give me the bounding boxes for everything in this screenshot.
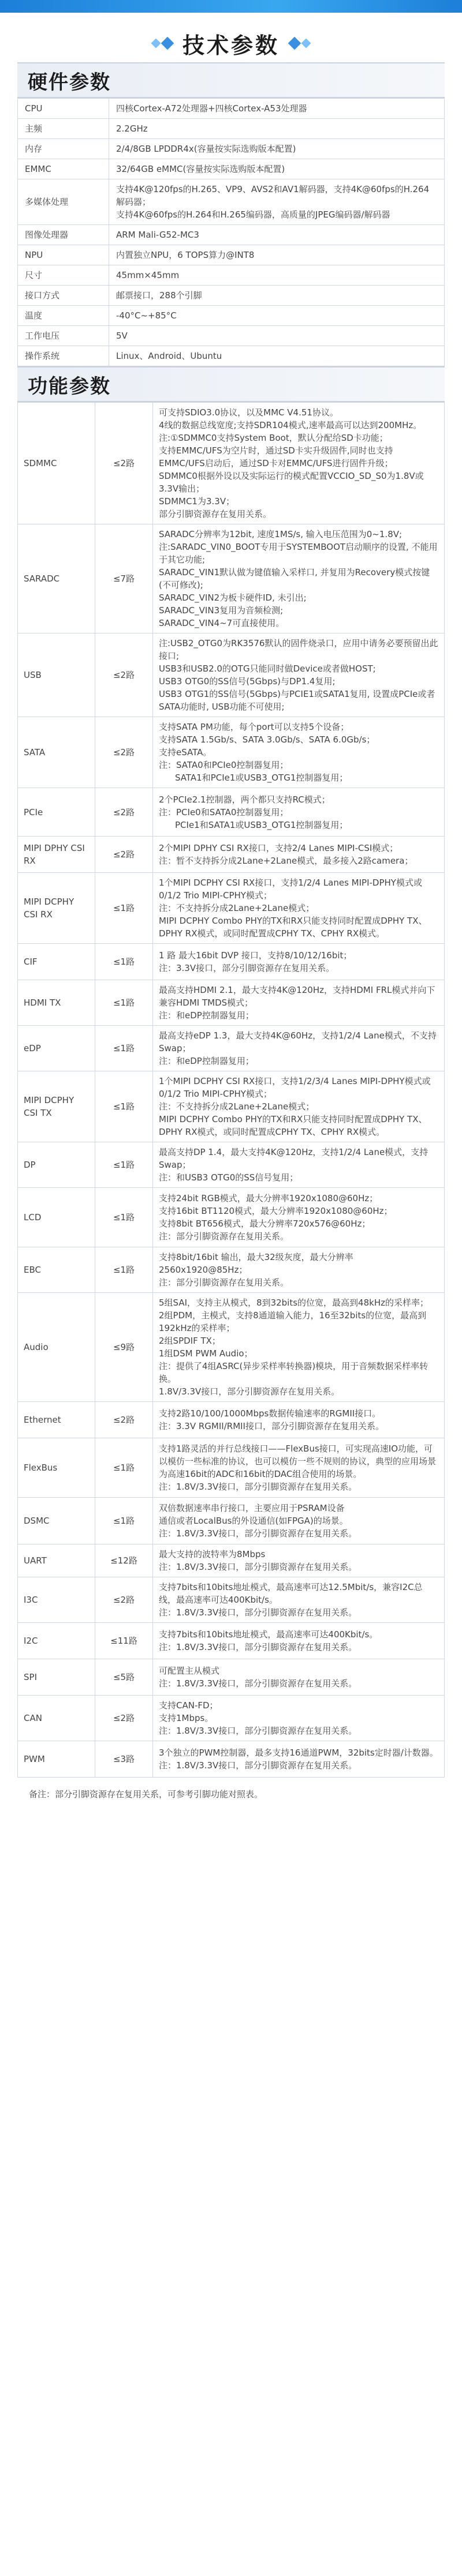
function-count: ≤2路 (95, 717, 153, 788)
function-count: ≤1路 (95, 1026, 153, 1071)
hardware-value-line: ARM Mali-G52-MC3 (116, 230, 199, 240)
hardware-value (109, 119, 445, 139)
function-row (18, 524, 445, 633)
function-value-line: SARADC_VIN4~7可直接使用。 (159, 618, 285, 628)
function-value-line: 最高支持HDMI 2.1，最大支持4K@120Hz，支持HDMI FRL模式并向下兼容HDMI TMDS模式； (159, 985, 435, 1008)
function-value-line: 支持1路灵活的并行总线接口——FlexBus接口，可实现高速IO功能，可以模仿一些标准的协议，也可以模仿一些不规则的协议，典型的应用场景为高速16bit的ADC和16bit的DAC组合使用的场景。 (159, 1443, 437, 1479)
function-value-line: 支持CAN-FD； (159, 1700, 218, 1711)
function-value-line: 双倍数据速率串行接口，主要应用于PSRAM设备 (159, 1503, 345, 1513)
function-value-line: 注：1.8V/3.3V接口，部分引脚资源存在复用关系。 (159, 1678, 357, 1689)
function-row (18, 1293, 445, 1402)
function-count: ≤1路 (95, 944, 153, 980)
function-value-line: 支持eSATA。 (159, 747, 212, 758)
function-value-line: PCIe1和SATA1或USB3_OTG1控制器复用； (175, 819, 348, 830)
function-count: ≤3路 (95, 1741, 153, 1778)
hardware-value-line: 5V (116, 331, 128, 341)
function-value-line: 可配置主从模式 (159, 1666, 220, 1676)
function-value-line: 2组SPDIF TX； (159, 1336, 221, 1346)
function-value (153, 1071, 445, 1142)
function-row (18, 1071, 445, 1142)
function-key: EBC (18, 1247, 95, 1293)
hardware-table (17, 98, 445, 366)
function-key: CIF (18, 944, 95, 980)
hardware-key: 尺寸 (18, 265, 109, 286)
function-key: PCIe (18, 788, 95, 837)
function-value-line: 支持8bit/16bit 输出，最大32级灰度，最大分辨率2560x1920@85Hz； (159, 1252, 353, 1275)
function-key: Ethernet (18, 1402, 95, 1438)
function-key: SATA (18, 717, 95, 788)
function-key: SPI (18, 1659, 95, 1696)
function-value-line: 最大支持的波特率为8Mbps (159, 1549, 266, 1559)
function-value-line: 注：提供了4组ASRC(异步采样率转换器)模块，用于音频数据采样率转换。 (159, 1361, 429, 1384)
hardware-row (18, 326, 445, 346)
function-row (18, 633, 445, 717)
hardware-value-line: 四核Cortex-A72处理器+四核Cortex-A53处理器 (116, 103, 307, 114)
function-count: ≤7路 (95, 524, 153, 633)
function-value-line: 2组PDM，主模式，支持8通道输入能力，16至32bits的位宽，最高到192kHz的采样率； (159, 1310, 427, 1333)
function-value-line: 注：和eDP控制器复用； (159, 1056, 254, 1066)
function-value-line: 支持SATA 1.5Gb/s、SATA 3.0Gb/s、SATA 6.0Gb/s； (159, 734, 375, 745)
function-key: DP (18, 1142, 95, 1188)
function-value-line: 支持2路10/100/1000Mbps数据传输速率的RGMII接口。 (159, 1408, 381, 1419)
function-count: ≤2路 (95, 788, 153, 837)
function-value-line: MIPI DCPHY Combo PHY的TX和RX只能支持同时配置成DPHY TX、DPHY RX模式，或同时配置成CPHY TX、CPHY RX模式。 (159, 916, 427, 939)
function-value-line: 注：部分引脚资源存在复用关系。 (159, 1277, 289, 1288)
function-row (18, 1544, 445, 1577)
function-value-line: 部分引脚资源存在复用关系。 (159, 509, 272, 519)
function-value-line: 2个MIPI DPHY CSI RX接口，支持2/4 Lanes MIPI-CSI模式； (159, 843, 398, 853)
function-value-line: 支持EMMC/UFS为空片时，通过SD卡实升级固件,同时也支持EMMC/UFS启动后，通过SD卡对EMMC/UFS进行固件升级； (159, 445, 393, 468)
hardware-key: CPU (18, 99, 109, 119)
function-row (18, 1188, 445, 1247)
function-value-line: 注：暂不支持拆分成2Lane+2Lane模式，最多接入2路camera； (159, 856, 413, 866)
hardware-value (109, 346, 445, 366)
function-value-line: 4线的数据总线宽度;支持SDR104模式,速率最高可以达到200MHz。 (159, 420, 422, 430)
hardware-value (109, 306, 445, 326)
hardware-row (18, 286, 445, 306)
function-value-line: 支持7bits和10bits地址模式，最高速率可达12.5Mbit/s，兼容I2C总线，最高速率可达400Kbit/s。 (159, 1582, 423, 1605)
function-row (18, 1577, 445, 1623)
function-value-line: 注：不支持拆分成2Lane+2Lane模式； (159, 903, 315, 913)
hardware-value (109, 326, 445, 346)
function-value-line: 注：部分引脚资源存在复用关系。 (159, 1231, 289, 1242)
function-value-line: MIPI DCPHY Combo PHY的TX和RX只能支持同时配置成DPHY TX、DPHY RX模式，或同时配置成CPHY TX、CPHY RX模式。 (159, 1114, 427, 1137)
hardware-value (109, 159, 445, 179)
functions-table (17, 402, 445, 1778)
function-value (153, 1142, 445, 1188)
function-row (18, 944, 445, 980)
function-value-line: SARADC_VIN2为板卡硬件ID, 未引出; (159, 593, 307, 603)
hardware-value (109, 265, 445, 286)
hardware-key: 接口方式 (18, 286, 109, 306)
hardware-row (18, 306, 445, 326)
function-value-line: 可支持SDIO3.0协议，以及MMC V4.51协议。 (159, 407, 338, 418)
spec-sheet (13, 13, 449, 1810)
function-value (153, 1623, 445, 1659)
function-value (153, 837, 445, 873)
function-count: ≤2路 (95, 403, 153, 524)
function-row (18, 1741, 445, 1778)
function-key: HDMI TX (18, 980, 95, 1026)
title-left-diamond-icon (152, 39, 172, 48)
hardware-key: 图像处理器 (18, 225, 109, 245)
function-value-line: SARADC_VIN1默认做为键值输入采样口, 并复用为Recovery模式按键(不可修改); (159, 567, 430, 590)
function-count: ≤1路 (95, 1247, 153, 1293)
function-count: ≤2路 (95, 837, 153, 873)
hardware-value-line: -40°C~+85°C (116, 310, 177, 321)
function-key: SDMMC (18, 403, 95, 524)
function-row (18, 1247, 445, 1293)
function-key: DSMC (18, 1498, 95, 1544)
function-value (153, 788, 445, 837)
functions-heading: 功能参数 (17, 366, 445, 402)
hardware-value (109, 179, 445, 225)
hardware-value-line: 32/64GB eMMC(容量按实际选购版本配置) (116, 164, 285, 174)
hardware-row (18, 159, 445, 179)
function-key: Audio (18, 1293, 95, 1402)
function-value-line: SATA1和PCIe1或USB3_OTG1控制器复用； (175, 773, 348, 783)
function-key: LCD (18, 1188, 95, 1247)
function-count: ≤1路 (95, 980, 153, 1026)
function-value-line: 注:SARADC_VIN0_BOOT专用于SYSTEMBOOT启动顺序的设置, 不能用于其它功能; (159, 542, 438, 565)
function-value-line: 最高支持DP 1.4，最大支持4K@120Hz，支持1/2/4 Lane模式，支持Swap； (159, 1147, 429, 1170)
hardware-value-line: 2/4/8GB LPDDR4x(容量按实际选购版本配置) (116, 144, 296, 154)
function-row (18, 837, 445, 873)
hardware-value-line: 邮票接口，288个引脚 (116, 290, 202, 301)
hardware-row (18, 179, 445, 225)
function-value (153, 944, 445, 980)
function-count: ≤5路 (95, 1659, 153, 1696)
function-key: FlexBus (18, 1438, 95, 1498)
function-value-line: USB3 OTG0的SS信号(5Gbps)与DP1.4复用; (159, 676, 336, 687)
function-value-line: 注：1.8V/3.3V接口，部分引脚资源存在复用关系。 (159, 1726, 357, 1736)
function-value-line: SDMMC0根据外设以及实际运行的模式配置VCCIO_SD_S0为1.8V或3.3V输出； (159, 471, 424, 494)
function-value-line: 注：和USB3 OTG0的SS信号复用； (159, 1172, 299, 1183)
hardware-value (109, 99, 445, 119)
function-row (18, 980, 445, 1026)
function-row (18, 788, 445, 837)
function-row (18, 873, 445, 944)
hardware-key: 内存 (18, 139, 109, 159)
function-count: ≤9路 (95, 1293, 153, 1402)
function-value-line: 注：1.8V/3.3V接口，部分引脚资源存在复用关系。 (159, 1642, 357, 1652)
function-value-line: 1个MIPI DCPHY CSI RX接口，支持1/2/4 Lanes MIPI-DPHY模式或0/1/2 Trio MIPI-CPHY模式； (159, 878, 422, 901)
hardware-key: NPU (18, 245, 109, 265)
function-key: PWM (18, 1741, 95, 1778)
hardware-value-line: 2.2GHz (116, 123, 148, 134)
function-value-line: 支持24bit RGB模式，最大分辨率1920x1080@60Hz； (159, 1193, 378, 1203)
hardware-row (18, 119, 445, 139)
function-count: ≤2路 (95, 1577, 153, 1623)
function-row (18, 1659, 445, 1696)
function-count: ≤2路 (95, 1696, 153, 1741)
hardware-key: 主频 (18, 119, 109, 139)
function-value-line: USB3和USB2.0的OTG只能同时做Device或者做HOST; (159, 663, 376, 674)
function-row (18, 1623, 445, 1659)
function-key: MIPI DPHY CSI RX (18, 837, 95, 873)
function-row (18, 1498, 445, 1544)
function-value (153, 1188, 445, 1247)
function-count: ≤1路 (95, 1438, 153, 1498)
hardware-key: 温度 (18, 306, 109, 326)
function-value-line: 支持7bits和10bits地址模式，最高速率可达400Kbit/s。 (159, 1629, 378, 1640)
page-title: 技术参数 (182, 32, 280, 58)
function-value-line: 注：1.8V/3.3V接口，部分引脚资源存在复用关系。 (159, 1607, 357, 1618)
function-count: ≤1路 (95, 1188, 153, 1247)
function-value (153, 1293, 445, 1402)
hardware-value (109, 225, 445, 245)
function-value (153, 1659, 445, 1696)
function-value-line: 最高支持eDP 1.3，最大支持4K@60Hz，支持1/2/4 Lane模式，不支持Swap； (159, 1030, 437, 1053)
function-value-line: 注：3.3V接口，部分引脚资源存在复用关系。 (159, 963, 335, 973)
hardware-value (109, 286, 445, 306)
function-count: ≤11路 (95, 1623, 153, 1659)
hardware-row (18, 265, 445, 286)
hardware-key: 多媒体处理 (18, 179, 109, 225)
function-row (18, 1026, 445, 1071)
function-count: ≤2路 (95, 633, 153, 717)
function-value-line: 1个MIPI DCPHY CSI RX接口，支持1/2/3/4 Lanes MIPI-DPHY模式或0/1/2 Trio MIPI-CPHY模式； (159, 1076, 431, 1099)
hardware-row (18, 139, 445, 159)
function-value (153, 1544, 445, 1577)
function-key: USB (18, 633, 95, 717)
hardware-row (18, 225, 445, 245)
function-value-line: 通信或者LocalBus的外设通信(如FPGA)的场景。 (159, 1516, 348, 1526)
function-row (18, 717, 445, 788)
hardware-key: EMMC (18, 159, 109, 179)
function-row (18, 1402, 445, 1438)
function-value (153, 873, 445, 944)
function-value-line: 注：1.8V/3.3V接口，部分引脚资源存在复用关系。 (159, 1482, 357, 1492)
function-value-line: 3个独立的PWM控制器，最多支持16通道PWM，32bits定时器/计数器。 (159, 1748, 438, 1758)
function-value-line: 支持1Mbps。 (159, 1713, 214, 1723)
function-value (153, 717, 445, 788)
hardware-row (18, 346, 445, 366)
function-value (153, 403, 445, 524)
function-value-line: 1组DSM PWM Audio； (159, 1348, 253, 1359)
function-value-line: 2个PCIe2.1控制器，两个都只支持RC模式； (159, 794, 330, 805)
function-row (18, 1438, 445, 1498)
hardware-row (18, 245, 445, 265)
function-key: CAN (18, 1696, 95, 1741)
function-value-line: SARADC分辨率为12bit, 速度1MS/s, 输入电压范围为0~1.8V; (159, 529, 403, 539)
function-key: eDP (18, 1026, 95, 1071)
function-row (18, 403, 445, 524)
function-row (18, 1142, 445, 1188)
function-count: ≤1路 (95, 1498, 153, 1544)
function-count: ≤1路 (95, 1071, 153, 1142)
hardware-value-line: Linux、Android、Ubuntu (116, 351, 222, 361)
title-right-diamond-icon (290, 39, 310, 48)
top-band (0, 0, 462, 13)
function-value-line: 1.8V/3.3V接口，部分引脚资源存在复用关系。 (159, 1386, 340, 1397)
hardware-row (18, 99, 445, 119)
hardware-value-line: 内置独立NPU，6 TOPS算力@INT8 (116, 250, 255, 260)
function-value-line: 支持8bit BT656模式，最大分辨率720x576@60Hz； (159, 1218, 371, 1229)
function-value-line: 注：1.8V/3.3V接口，部分引脚资源存在复用关系。 (159, 1562, 357, 1572)
function-value-line: 注：PCIe0和SATA0控制器复用； (159, 807, 289, 818)
hardware-value (109, 245, 445, 265)
function-count: ≤1路 (95, 1142, 153, 1188)
function-key: I2C (18, 1623, 95, 1659)
function-count: ≤2路 (95, 1402, 153, 1438)
function-value-line: 5组SAI，支持主从模式，8到32bits的位宽，最高到48kHz的采样率； (159, 1298, 429, 1308)
hardware-value (109, 139, 445, 159)
hardware-key: 工作电压 (18, 326, 109, 346)
function-key: SARADC (18, 524, 95, 633)
function-value-line: 支持SATA PM功能，每个port可以支持5个设备； (159, 722, 349, 732)
function-key: MIPI DCPHY CSI TX (18, 1071, 95, 1142)
function-value-line: 注:USB2_OTG0为RK3576默认的固件烧录口，应用中请务必要预留出此接口; (159, 638, 438, 661)
hardware-value-line: 支持4K@60fps的H.264和H.265编码器，高质量的JPEG编码器/解码器 (116, 209, 390, 220)
page-title-bar (17, 24, 445, 62)
function-value (153, 1438, 445, 1498)
function-value-line: USB3 OTG1的SS信号(5Gbps)与PCIE1或SATA1复用, 设置成PCIe或者SATA功能时, USB功能不可使用; (159, 689, 435, 712)
function-value (153, 1026, 445, 1071)
function-value (153, 633, 445, 717)
function-value-line: SDMMC1为3.3V； (159, 496, 235, 507)
function-value (153, 1741, 445, 1778)
function-count: ≤1路 (95, 873, 153, 944)
function-value-line: 支持16bit BT1120模式，最大分辨率1920x1080@60Hz； (159, 1206, 393, 1216)
function-value-line: 注：1.8V/3.3V接口，部分引脚资源存在复用关系。 (159, 1760, 357, 1771)
function-key: I3C (18, 1577, 95, 1623)
hardware-key: 操作系统 (18, 346, 109, 366)
hardware-heading: 硬件参数 (17, 62, 445, 98)
function-key: UART (18, 1544, 95, 1577)
function-row (18, 1696, 445, 1741)
function-value (153, 980, 445, 1026)
function-value-line: 注:①SDMMC0支持System Boot，默认分配给SD卡功能； (159, 433, 388, 443)
function-value (153, 1577, 445, 1623)
function-value (153, 1247, 445, 1293)
function-value-line: 注：和eDP控制器复用； (159, 1010, 254, 1021)
function-value-line: 1 路 最大16bit DVP 接口，支持8/10/12/16bit； (159, 950, 352, 961)
function-count: ≤12路 (95, 1544, 153, 1577)
function-value (153, 1696, 445, 1741)
hardware-value-line: 支持4K@120fps的H.265、VP9、AVS2和AV1解码器，支持4K@60fps的H.264解码器； (116, 184, 430, 207)
function-key: MIPI DCPHY CSI RX (18, 873, 95, 944)
function-value (153, 1498, 445, 1544)
function-value-line: 注：不支持拆分成2Lane+2Lane模式； (159, 1101, 315, 1112)
function-value-line: SARADC_VIN3复用为音频检测; (159, 605, 284, 616)
function-value-line: 注：3.3V RGMII/RMII接口，部分引脚资源存在复用关系。 (159, 1421, 384, 1431)
function-value (153, 524, 445, 633)
footnote: 备注：部分引脚资源存在复用关系，可参考引脚功能对照表。 (29, 1788, 263, 1799)
hardware-value-line: 45mm×45mm (116, 270, 180, 280)
function-value-line: 注：SATA0和PCIe0控制器复用； (159, 760, 289, 770)
function-value-line: 注：1.8V/3.3V接口，部分引脚资源存在复用关系。 (159, 1528, 357, 1539)
function-value (153, 1402, 445, 1438)
